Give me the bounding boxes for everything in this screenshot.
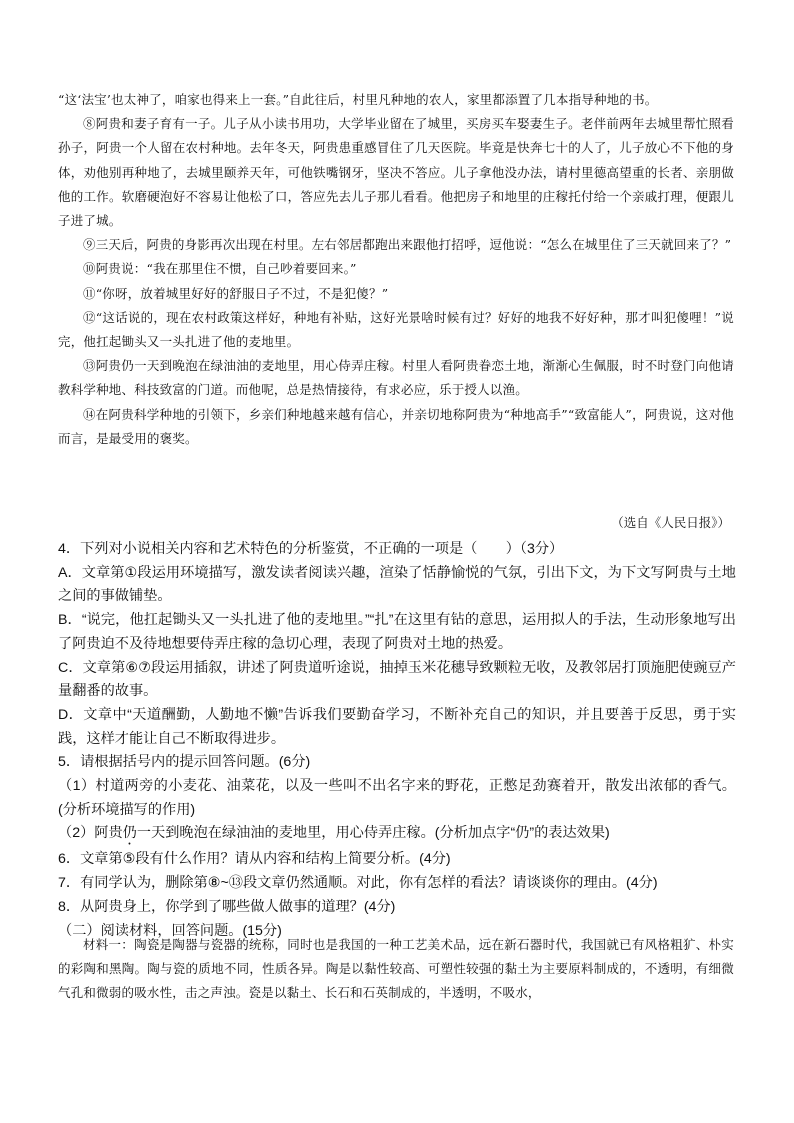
paragraph-8: ⑧阿贵和妻子育有一子。儿子从小读书用功，大学毕业留在了城里，买房买车娶妻生子。老伴前两年去城里帮忙照看孙子，阿贵一个人留在农村种地。去年冬天，阿贵患重感冒住了几天医院。毕竟是快奔七十的人了，儿子放心不下他的身体，劝他别再种地了，去城里颐养天年，可他铁嘴钢牙，坚决不答应。儿子拿他没办法，请村里德高望重的长者、亲朋做他的工作。软磨硬泡好不容易让他松了口，答应先去儿子那儿看看。他把房子和地里的庄稼托付给一个亲戚打理，便跟儿子进了城。 xyxy=(58,116,734,229)
paragraph-9: ⑨三天后，阿贵的身影再次出现在村里。左右邻居都跑出来跟他打招呼，逗他说：“怎么在城里住了三天就回来了？” xyxy=(83,237,732,253)
paragraph-intro: “这‘法宝’也太神了，咱家也得来上一套。”自此往后，村里凡种地的农人，家里都添置了几本指导种地的书。 xyxy=(58,92,658,107)
paragraph-10: ⑩阿贵说：“我在那里住不惯，自己吵着要回来。” xyxy=(83,261,357,277)
question-5-part-2 xyxy=(58,822,736,848)
question-8: 8．从阿贵身上，你学到了哪些做人做事的道理？(4分) xyxy=(58,898,396,915)
source-citation: （选自《人民日报》） xyxy=(611,515,730,530)
emphasized-character: 仍 xyxy=(122,825,137,842)
question-4-option-c: C．文章第⑥⑦段运用插叙，讲述了阿贵道听途说，抽掉玉米花穗导致颗粒无收，及教邻居打顶施肥使豌豆产量翻番的故事。 xyxy=(58,659,736,700)
question-4-option-b: B．“说完，他扛起锄头又一头扎进了他的麦地里。”“扎”在这里有钻的意思，运用拟人的手法，生动形象地写出了阿贵迫不及待地想要侍弄庄稼的急切心理，表现了阿贵对土地的热爱。 xyxy=(58,612,736,652)
story-passage xyxy=(58,88,734,451)
questions-block xyxy=(58,538,736,943)
question-4: 4．下列对小说相关内容和艺术特色的分析鉴赏，不正确的一项是（ ）（3分） xyxy=(58,541,564,557)
question-4-option-a: A．文章第①段运用环境描写，激发读者阅读兴趣，渲染了恬静愉悦的气氛，引出下文，为下文写阿贵与土地之间的事做铺垫。 xyxy=(58,564,736,605)
paragraph-11: ⑪“你呀，放着城里好好的舒服日子不过，不是犯傻？” xyxy=(83,285,389,301)
paragraph-13: ⑬阿贵仍一天到晚泡在绿油油的麦地里，用心侍弄庄稼。村里人看阿贵眷恋土地，渐渐心生佩服，时不时登门向他请教科学种地、科技致富的门道。而他呢，总是热情接待，有求必应，乐于授人以渔。 xyxy=(58,358,734,398)
question-5: 5．请根据括号内的提示回答问题。(6分) xyxy=(58,754,311,771)
paragraph-14: ⑭在阿贵科学种地的引领下，乡亲们种地越来越有信心，并亲切地称阿贵为“种地高手”“致富能人”，阿贵说，这对他而言，是最受用的褒奖。 xyxy=(58,406,734,446)
section-2-heading: （二）阅读材料，回答问题。(15分) xyxy=(58,922,282,939)
question-5-part-2-lead: （2）阿贵 xyxy=(58,825,123,842)
material-1: 材料一：陶瓷是陶器与瓷器的统称，同时也是我国的一种工艺美术品，远在新石器时代，我国就已有风格粗犷、朴实的彩陶和黑陶。陶与瓷的质地不同，性质各异。陶是以黏性较高、可塑性较强的黏土为主要原料制成的，不透明，有细微气孔和微弱的吸水性，击之声浊。瓷是以黏土、长石和石英制成的，半透明，不吸水， xyxy=(58,937,734,1001)
question-4-option-d: D．文章中“天道酬勤，人勤地不懒”告诉我们要勤奋学习，不断补充自己的知识，并且要善于反思，勇于实践，这样才能让自己不断取得进步。 xyxy=(58,706,736,747)
material-passage xyxy=(58,933,734,1006)
paragraph-12: ⑫“这话说的，现在农村政策这样好，种地有补贴，这好光景啥时候有过？好好的地我不好好种，那才叫犯傻哩！”说完，他扛起锄头又一头扎进了他的麦地里。 xyxy=(58,309,734,350)
question-6: 6．文章第⑤段有什么作用？请从内容和结构上简要分析。(4分) xyxy=(58,851,451,868)
question-5-part-2-rest: 一天到晚泡在绿油油的麦地里，用心侍弄庄稼。(分析加点字“仍”的表达效果) xyxy=(136,825,610,842)
question-7: 7．有同学认为，删除第⑧~⑬段文章仍然通顺。对此，你有怎样的看法？请谈谈你的理由。(4分) xyxy=(58,875,658,892)
question-5-part-1: （1）村道两旁的小麦花、油菜花，以及一些叫不出名字来的野花，正憋足劲赛着开，散发出浓郁的香气。(分析环境描写的作用) xyxy=(58,778,736,818)
